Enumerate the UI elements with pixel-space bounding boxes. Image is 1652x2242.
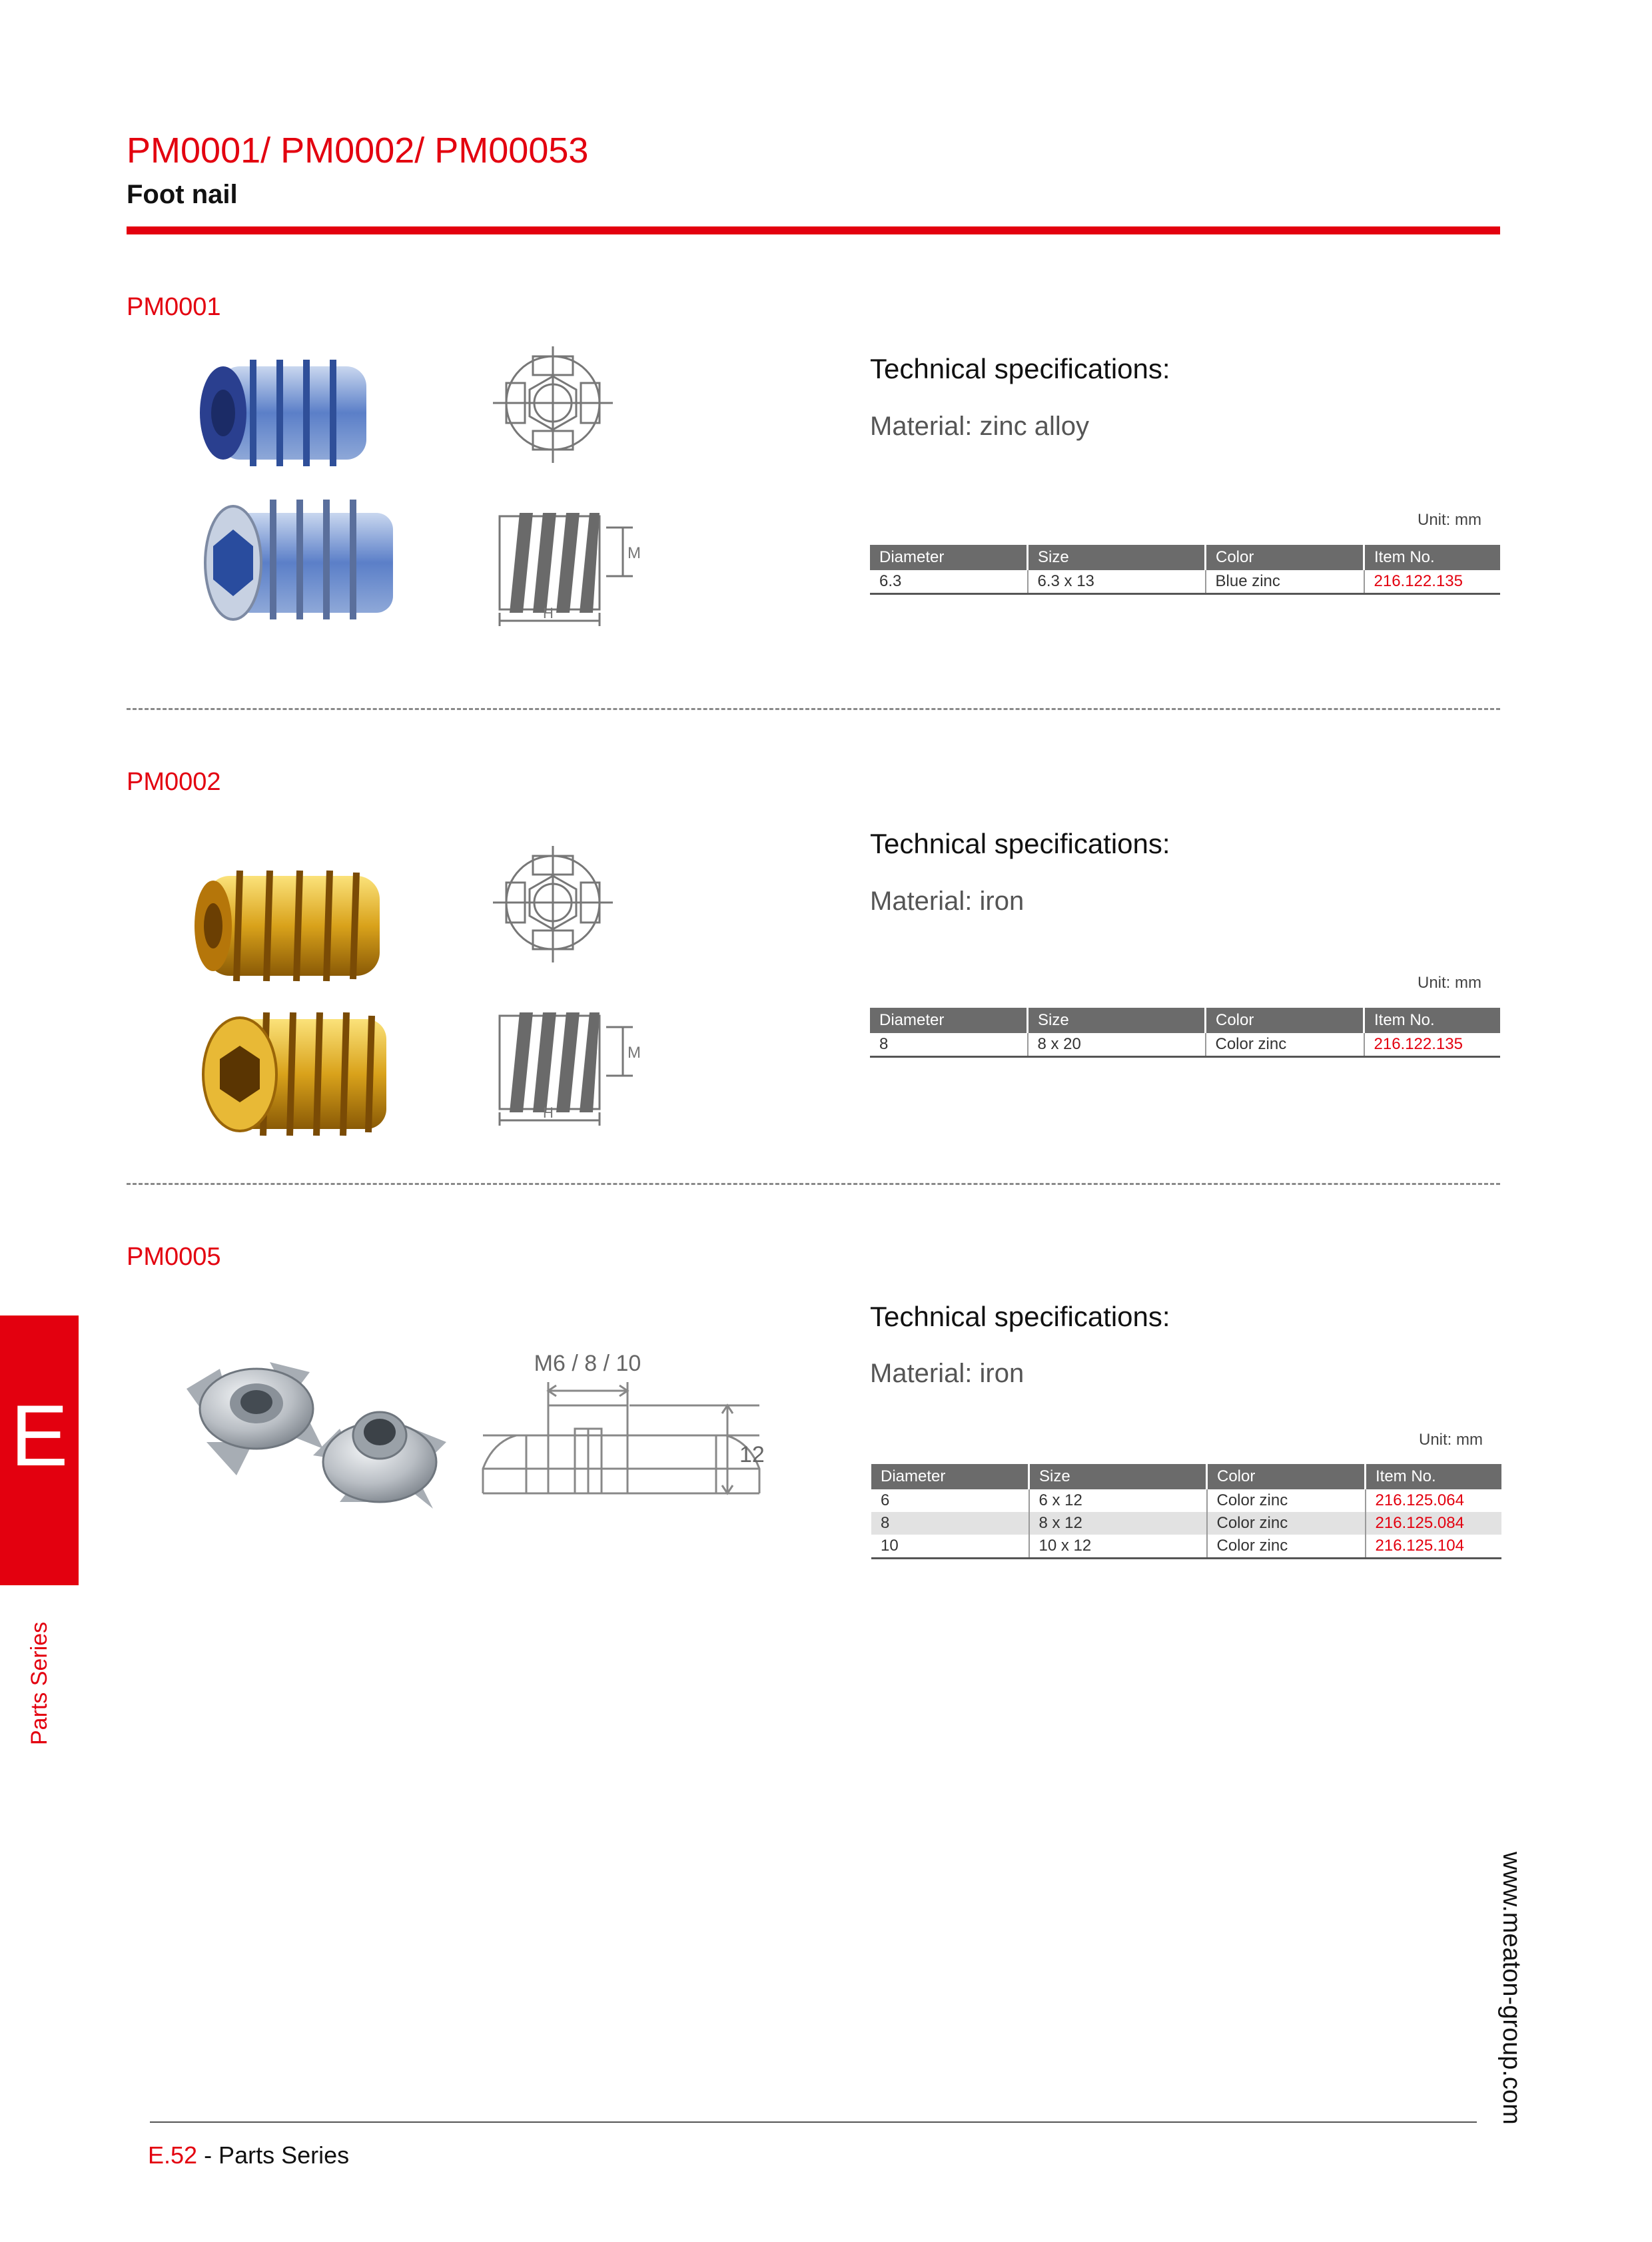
technical-drawing-pm0001: [493, 346, 653, 633]
col-item-no: Item No.: [1364, 545, 1501, 570]
insert-large: [205, 500, 393, 619]
table-row: [871, 1489, 1501, 1512]
insert-small: [195, 871, 380, 981]
cell-size: 8 x 20: [1028, 1033, 1206, 1057]
dimension-m-label: M: [627, 1044, 641, 1062]
spec-table-pm0001: [870, 545, 1500, 595]
col-size: Size: [1029, 1464, 1207, 1489]
col-size: Size: [1028, 1008, 1206, 1033]
product-photo-pm0002: [193, 863, 413, 1142]
table-header-row: [870, 1008, 1500, 1033]
cell-diameter: 8: [871, 1512, 1029, 1535]
table-row: [871, 1535, 1501, 1559]
side-view: [500, 1012, 633, 1126]
dimension-height-label: 12: [739, 1442, 765, 1467]
footer-divider: [150, 2121, 1477, 2123]
col-color: Color: [1206, 545, 1364, 570]
product-photo-pm0005: [180, 1342, 466, 1515]
cell-color: Color zinc: [1207, 1489, 1366, 1512]
unit-pm0005: Unit: mm: [1419, 1431, 1483, 1449]
section-code-pm0005: PM0005: [127, 1243, 221, 1271]
col-color: Color: [1207, 1464, 1366, 1489]
page-title: PM0001/ PM0002/ PM00053: [127, 131, 589, 171]
cell-size: 6.3 x 13: [1028, 570, 1206, 594]
cell-size: 6 x 12: [1029, 1489, 1207, 1512]
cell-item-no: 216.125.084: [1366, 1512, 1502, 1535]
tee-nut-left: [187, 1362, 323, 1475]
side-view: [500, 513, 633, 626]
col-diameter: Diameter: [870, 545, 1028, 570]
col-diameter: Diameter: [870, 1008, 1028, 1033]
table-row: [870, 570, 1500, 594]
col-size: Size: [1028, 545, 1206, 570]
section-divider: [127, 708, 1500, 710]
cell-color: Color zinc: [1207, 1512, 1366, 1535]
table-header-row: [871, 1464, 1501, 1489]
spec-heading-pm0005: Technical specifications:: [870, 1301, 1170, 1332]
page-number: E.52: [148, 2141, 198, 2169]
website-url: www.meaton-group.com: [1497, 1852, 1525, 2125]
unit-pm0001: Unit: mm: [1418, 511, 1481, 529]
cell-item-no: 216.125.104: [1366, 1535, 1502, 1559]
technical-drawing-pm0002: [493, 846, 653, 1132]
cell-item-no: 216.125.064: [1366, 1489, 1502, 1512]
cell-color: Blue zinc: [1206, 570, 1364, 594]
cell-item-no: 216.122.135: [1364, 570, 1501, 594]
col-color: Color: [1206, 1008, 1364, 1033]
header-divider: [127, 226, 1500, 234]
spec-heading-pm0002: Technical specifications:: [870, 828, 1170, 859]
table-row: [870, 1033, 1500, 1057]
dimension-h-label: H: [543, 1104, 554, 1121]
dimension-diameter-label: M6 / 8 / 10: [534, 1351, 641, 1376]
side-section-label: Parts Series: [27, 1621, 52, 1745]
footer-text: - Parts Series: [197, 2141, 350, 2169]
page-subtitle: Foot nail: [127, 180, 238, 209]
insert-small: [200, 360, 366, 466]
top-view: [493, 346, 613, 463]
cell-diameter: 6: [881, 1491, 890, 1509]
insert-large: [203, 1012, 386, 1136]
section-code-pm0002: PM0002: [127, 768, 221, 796]
material-pm0005: Material: iron: [870, 1359, 1025, 1388]
cell-item-no: 216.122.135: [1364, 1033, 1501, 1057]
material-pm0002: Material: iron: [870, 887, 1025, 916]
tee-nut-right: [313, 1412, 446, 1509]
section-code-pm0001: PM0001: [127, 293, 221, 321]
spec-table-pm0005: [871, 1464, 1501, 1559]
table-header-row: [870, 545, 1500, 570]
spec-heading-pm0001: Technical specifications:: [870, 353, 1170, 384]
section-divider: [127, 1183, 1500, 1185]
side-section-letter: E: [10, 1387, 69, 1484]
top-view: [493, 846, 613, 962]
col-item-no: Item No.: [1366, 1464, 1502, 1489]
cell-color: Color zinc: [1207, 1535, 1366, 1559]
unit-pm0002: Unit: mm: [1418, 974, 1481, 992]
col-diameter: Diameter: [871, 1464, 1029, 1489]
product-photo-pm0001: [193, 346, 413, 626]
cell-diameter: 10: [871, 1535, 1029, 1559]
cell-diameter: 8: [870, 1033, 1028, 1057]
table-row: [871, 1512, 1501, 1535]
material-pm0001: Material: zinc alloy: [870, 412, 1090, 441]
cell-size: 8 x 12: [1029, 1512, 1207, 1535]
cell-diameter: 6.3: [870, 570, 1028, 594]
technical-drawing-pm0005: [480, 1345, 773, 1509]
col-item-no: Item No.: [1364, 1008, 1501, 1033]
cell-color: Color zinc: [1206, 1033, 1364, 1057]
page-footer: [148, 2141, 349, 2169]
dimension-m-label: M: [627, 544, 641, 562]
dimension-h-label: H: [543, 605, 554, 621]
cell-size: 10 x 12: [1029, 1535, 1207, 1559]
spec-table-pm0002: [870, 1008, 1500, 1058]
